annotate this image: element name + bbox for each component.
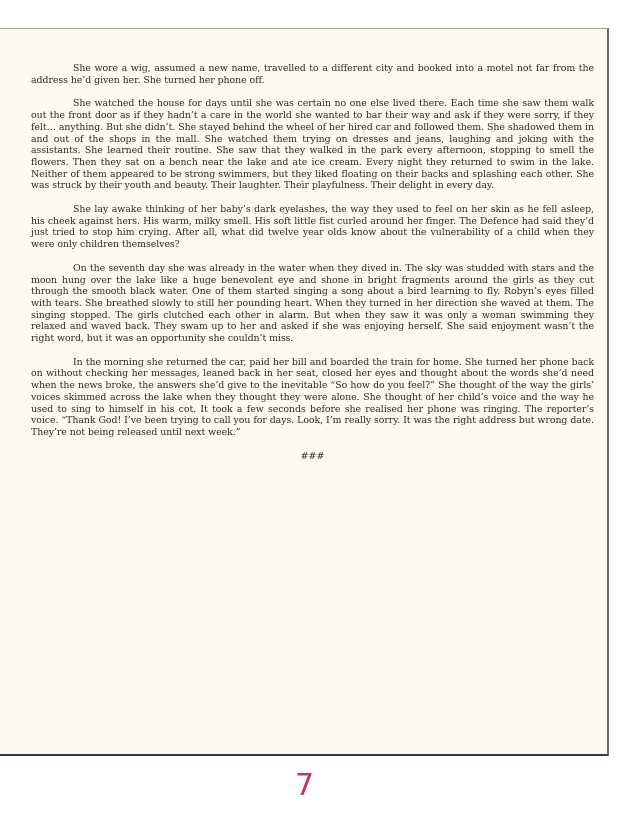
story-paragraph-4: On the seventh day she was already in the water when they dived in. The sky was studded with stars and the moon hung over the lake like a huge benevolent eye and shone in bright fragments around the girls as they cut through the smooth black water. One of them started singing a song about a bird learning to fly. Robyn’s eyes filled with tears. She breathed slowly to still her pounding heart. When they turned in her direction she waved at them. The singing stopped. The girls clutched each other in alarm. But when they saw it was only a woman swimming they relaxed and waved back. They swam up to her and asked if she was enjoying herself. She said enjoyment wasn’t the right word, but it was an opportunity she couldn’t miss. [31,262,594,345]
story-paragraph-5: In the morning she returned the car, paid her bill and boarded the train for home. She turned her phone back on without checking her messages, leaned back in her seat, closed her eyes and thought about the words she’d need when the news broke, the answers she’d give to the inevitable “So how do you feel?” She thought of the way the girls’ voices skimmed across the lake when they thought they were alone. She thought of her child’s voice and the way he used to sing to himself in his cot. It took a few seconds before she realised her phone was ringing. The reporter’s voice. “Thank God! I’ve been trying to call you for days. Look, I’m really sorry. It was the right address but wrong date. They’re not being released until next week.” [31,356,594,438]
page-panel [0,28,609,756]
story-text [31,63,594,462]
story-paragraph-1: She wore a wig, assumed a new name, travelled to a different city and booked into a motel not far from the address he’d given her. She turned her phone off. [31,63,594,86]
end-of-story-mark: ### [300,450,325,462]
story-paragraph-3: She lay awake thinking of her baby’s dark eyelashes, the way they used to feel on her skin as he fell asleep, his cheek against hers. His warm, milky smell. His soft little fist curled around her finger. The Defence had said they’d just tried to stop him crying. After all, what did twelve year olds know about the vulnerability of a child when they were only children themselves? [31,204,594,251]
page-number: 7 [294,768,315,803]
story-paragraph-2: She watched the house for days until she was certain no one else lived there. Each time she saw them walk out the front door as if they hadn’t a care in the world she wanted to bar their way and ask if they were sorry, if they felt… anything. But she didn’t. She stayed behind the wheel of her hired car and followed them. She shadowed them in and out of the shops in the mall. She watched them trying on dresses and jeans, laughing and joking with the assistants. She learned their routine. She saw that they walked in the park every afternoon, stopping to smell the flowers. Then they sat on a bench near the lake and ate ice cream. Every night they returned to swim in the lake. Neither of them appeared to be strong swimmers, but they liked floating on their backs and splashing each other. She was struck by their youth and beauty. Their laughter. Their playfulness. Their delight in every day. [31,98,594,192]
